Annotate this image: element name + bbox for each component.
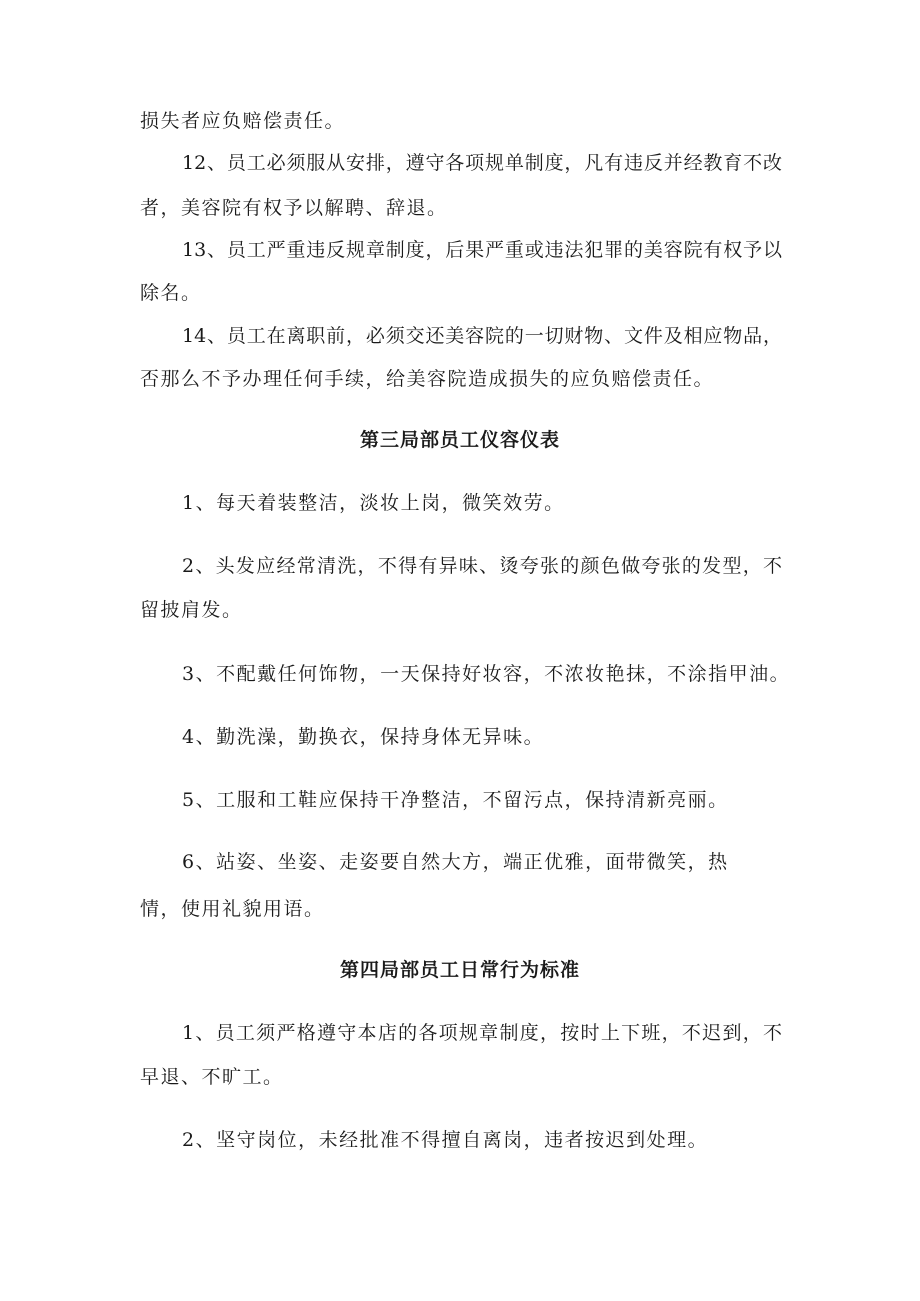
paragraph-line: 13、员工严重违反规章制度，后果严重或违法犯罪的美容院有权予以 [182,239,782,261]
paragraph-line: 3、不配戴任何饰物，一天保持好妆容，不浓妆艳抹，不涂指甲油。 [182,663,791,685]
section-heading: 第三局部员工仪容仪表 [359,429,560,451]
paragraph-line: 12、员工必须服从安排，遵守各项规单制度，凡有违反并经教育不改 [182,152,782,174]
paragraph-line: 2、头发应经常清洗，不得有异味、烫夸张的颜色做夸张的发型，不 [182,555,782,577]
paragraph-line: 1、员工须严格遵守本店的各项规章制度，按时上下班，不迟到，不 [182,1022,782,1044]
paragraph-line: 4、勤洗澡，勤换衣，保持身体无异味。 [182,726,545,748]
paragraph-line: 1、每天着装整洁，淡妆上岗，微笑效劳。 [182,492,565,514]
paragraph-line: 6、站姿、坐姿、走姿要自然大方，端正优雅，面带微笑，热 [182,851,729,873]
paragraph-line: 否那么不予办理任何手续，给美容院造成损失的应负赔偿责任。 [140,368,715,390]
paragraph-line: 5、工服和工鞋应保持干净整洁，不留污点，保持清新亮丽。 [182,789,729,811]
paragraph-line: 留披肩发。 [140,599,243,621]
section-heading: 第四局部员工日常行为标准 [339,959,580,981]
paragraph-line: 者，美容院有权予以解聘、辞退。 [140,197,448,219]
paragraph-line: 损失者应负赔偿责任。 [140,110,346,132]
paragraph-line: 2、坚守岗位，未经批准不得擅自离岗，违者按迟到处理。 [182,1129,709,1151]
paragraph-line: 14、员工在离职前，必须交还美容院的一切财物、文件及相应物品， [182,325,782,347]
paragraph-line: 早退、不旷工。 [140,1066,284,1088]
paragraph-line: 除名。 [140,282,202,304]
paragraph-line: 情，使用礼貌用语。 [140,898,325,920]
